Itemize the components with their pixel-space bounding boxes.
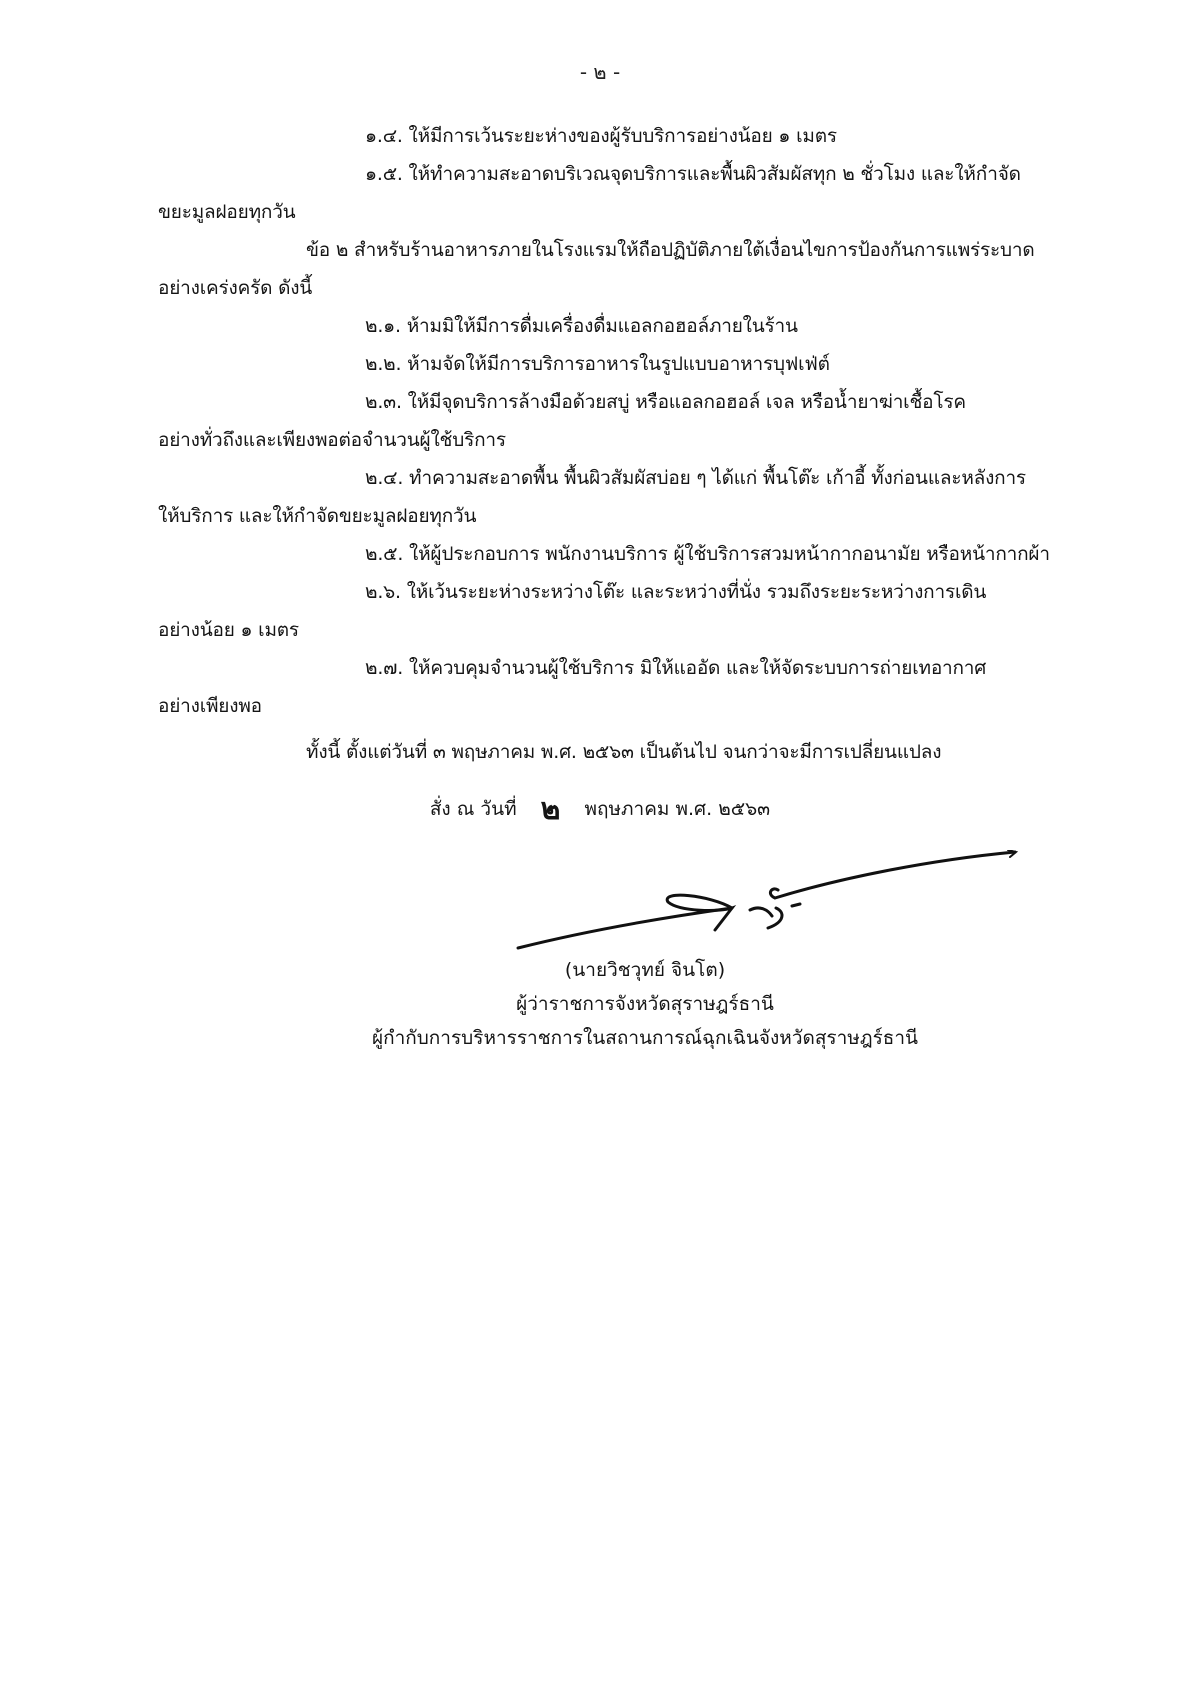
order-date-day: ๒ [540, 792, 561, 827]
clause-2-1: ๒.๑. ห้ามมิให้มีการดื่มเครื่องดื่มแอลกอฮอล์ภายในร้าน [365, 315, 798, 337]
section-2-heading: ข้อ ๒ สำหรับร้านอาหารภายในโรงแรมให้ถือปฏิบัติภายใต้เงื่อนไขการป้องกันการแพร่ระบาด [306, 239, 1035, 261]
clause-2-7: ๒.๗. ให้ควบคุมจำนวนผู้ใช้บริการ มิให้แออัด และให้จัดระบบการถ่ายเทอากาศ [365, 657, 987, 679]
clause-2-4-continued: ให้บริการ และให้กำจัดขยะมูลฝอยทุกวัน [158, 505, 477, 527]
clause-2-7-continued: อย่างเพียงพอ [158, 695, 262, 717]
clause-2-4: ๒.๔. ทำความสะอาดพื้น พื้นผิวสัมผัสบ่อย ๆ ได้แก่ พื้นโต๊ะ เก้าอี้ ทั้งก่อนและหลังการ [365, 467, 1026, 489]
clause-2-3: ๒.๓. ให้มีจุดบริการล้างมือด้วยสบู่ หรือแอลกอฮอล์ เจล หรือน้ำยาฆ่าเชื้อโรค [365, 391, 966, 413]
signatory-title-governor: ผู้ว่าราชการจังหวัดสุราษฎร์ธานี [516, 993, 774, 1015]
clause-1-5: ๑.๕. ให้ทำความสะอาดบริเวณจุดบริการและพื้นผิวสัมผัสทุก ๒ ชั่วโมง และให้กำจัด [365, 163, 1021, 185]
signature-icon [510, 850, 1030, 960]
signatory-title-emergency-director: ผู้กำกับการบริหารราชการในสถานการณ์ฉุกเฉินจังหวัดสุราษฎร์ธานี [371, 1027, 919, 1049]
effective-date-statement: ทั้งนี้ ตั้งแต่วันที่ ๓ พฤษภาคม พ.ศ. ๒๕๖๓ เป็นต้นไป จนกว่าจะมีการเปลี่ยนแปลง [306, 741, 942, 763]
clause-2-6-continued: อย่างน้อย ๑ เมตร [158, 619, 299, 641]
order-date-month-year: พฤษภาคม พ.ศ. ๒๕๖๓ [584, 798, 771, 820]
order-date-prefix: สั่ง ณ วันที่ [429, 798, 517, 820]
clause-2-6: ๒.๖. ให้เว้นระยะห่างระหว่างโต๊ะ และระหว่างที่นั่ง รวมถึงระยะระหว่างการเดิน [365, 581, 987, 603]
page-number: - ๒ - [579, 60, 621, 84]
clause-2-5: ๒.๕. ให้ผู้ประกอบการ พนักงานบริการ ผู้ใช้บริการสวมหน้ากากอนามัย หรือหน้ากากผ้า [365, 543, 1050, 565]
clause-1-5-continued: ขยะมูลฝอยทุกวัน [158, 201, 296, 223]
clause-1-4: ๑.๔. ให้มีการเว้นระยะห่างของผู้รับบริการอย่างน้อย ๑ เมตร [365, 125, 837, 147]
clause-2-2: ๒.๒. ห้ามจัดให้มีการบริการอาหารในรูปแบบอาหารบุฟเฟ่ต์ [365, 353, 830, 375]
clause-2-3-continued: อย่างทั่วถึงและเพียงพอต่อจำนวนผู้ใช้บริการ [158, 429, 506, 451]
signatory-name: (นายวิชวุทย์ จินโต) [564, 959, 726, 981]
section-2-heading-continued: อย่างเคร่งครัด ดังนี้ [158, 277, 313, 299]
order-date [0, 792, 1200, 827]
